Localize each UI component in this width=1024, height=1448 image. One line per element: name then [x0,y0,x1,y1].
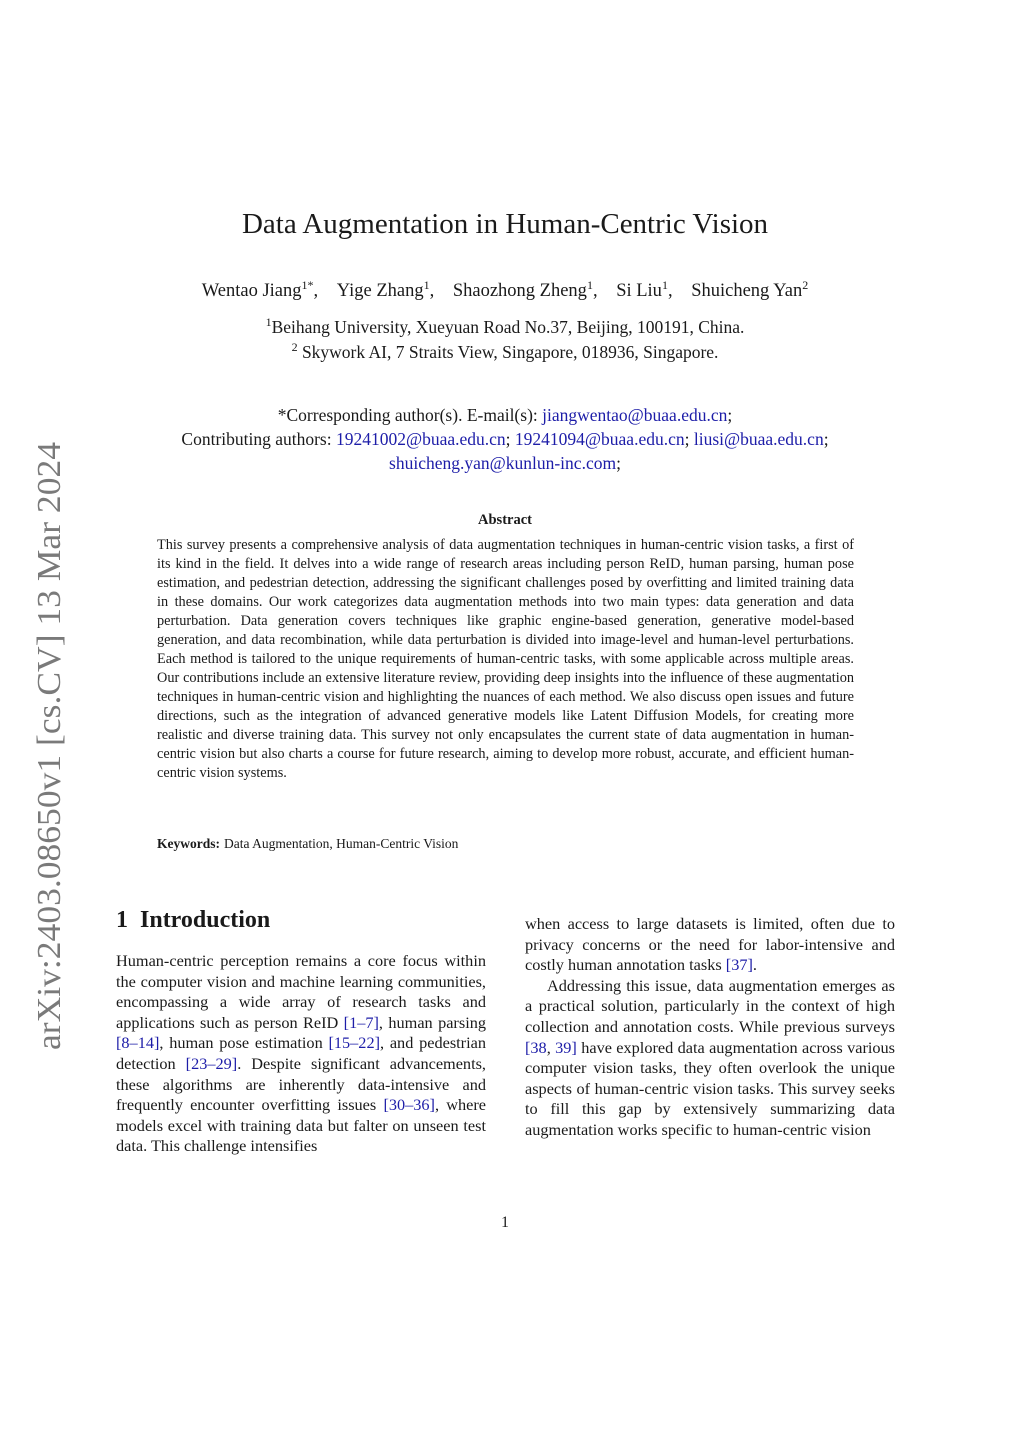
body-text: Addressing this issue, data augmentation emerges as a practical solution, particularly in the context of high collection and annotation costs. While previous surveys [525,975,895,1036]
affiliation-sup: 2 [291,340,298,354]
arxiv-stamp [10,440,80,1060]
body-text: , and pedestrian detection [116,1033,486,1073]
affiliation-text: Beihang University, Xueyuan Road No.37, Beijing, 100191, China. [271,316,745,337]
intro-right-column [525,914,895,1141]
paper-title: Data Augmentation in Human-Centric Vision [241,208,769,240]
contributing-authors-line-2: shuicheng.yan@kunlun-inc.com; [389,453,621,473]
correspondence-line: *Corresponding author(s). E-mail(s): jiangwentao@buaa.edu.cn; [277,405,733,425]
section-title: Introduction [140,907,271,933]
affiliation-sup: 1 [265,315,272,329]
arxiv-stamp-text: arXiv:2403.08650v1 [cs.CV] 13 Mar 2024 [31,468,68,1050]
body-text: . Despite significant advancements, these algorithms are inherently data-intensive and frequently encounter overfitting issues [116,1053,487,1115]
author-5 [691,278,809,302]
body-text: when access to large datasets is limited, often due to privacy concerns or the need for labor-intensive and costly human annotation tasks [525,914,895,975]
keywords-label: Keywords: [157,836,220,851]
abstract-heading: Abstract [478,512,532,528]
author-3: Shaozhong Zheng$^1$, [452,278,598,302]
author-1: Wentao Jiang$^{1*}$, [201,278,319,302]
body-text: , where models excel with training data but falter on unseen test data. This challenge intensifies [116,1095,487,1156]
body-text: have explored data augmentation across various computer vision tasks, they often overlook the unique aspects of human-centric vision tasks. This survey seeks to fill this gap by extensively summarizing data augmentation works specific to human-centric vision [525,1037,896,1139]
author-sup: 1 [661,278,668,292]
citation-link[interactable]: [15–22] [328,1033,381,1053]
correspondence-label: *Corresponding author(s). E-mail(s): [277,405,543,425]
author-4: Si Liu$^1$, [616,278,673,302]
citation-link[interactable]: [30–36] [383,1095,435,1115]
contrib-email-link-4[interactable]: shuicheng.yan@kunlun-inc.com [389,453,617,473]
keywords-text: Data Augmentation, Human-Centric Vision [224,836,459,851]
affiliation-1 [0,315,1010,338]
contributing-label: Contributing authors: [181,429,336,449]
author-name: Shuicheng Yan [691,281,803,302]
citation-link[interactable]: [8–14] [116,1033,160,1053]
citation-link[interactable]: 39] [555,1037,577,1057]
contrib-email-link-2[interactable]: 19241094@buaa.edu.cn [514,429,685,449]
affiliation-2 [0,340,1010,363]
body-text: Human-centric perception remains a core focus within the computer vision and machine learning communities, encompassing a wide array of research tasks and applications such as person ReID [116,951,486,1032]
body-text: , human parsing [378,1012,486,1032]
author-name: Wentao Jiang [201,281,302,302]
body-text: , human pose estimation [159,1033,329,1053]
section-heading-introduction [116,907,270,934]
contrib-email-link-1[interactable]: 19241002@buaa.edu.cn [335,429,506,449]
author-sup: 1* [301,278,314,292]
arxiv-stamp-svg [10,440,80,1060]
keywords [157,836,458,852]
author-sup: 2 [802,278,809,292]
author-name: Yige Zhang [336,281,424,302]
body-text: . [752,955,757,975]
intro-paragraph-3 [525,976,895,1141]
corresponding-email-link[interactable]: jiangwentao@buaa.edu.cn [542,405,728,425]
body-text: , [546,1037,556,1057]
citation-link[interactable]: [23–29] [185,1053,238,1073]
author-2: Yige Zhang$^1$, [336,278,435,302]
intro-paragraph-2 [525,914,895,976]
author-name: Shaozhong Zheng [452,281,587,302]
section-number: 1 [116,907,128,933]
abstract-text: This survey presents a comprehensive analysis of data augmentation techniques in human-centric vision tasks, a first of its kind in the field. It delves into a wide range of research areas including person ReID, human parsing, human pose estimation, and pedestrian detection, addressing the significant challenges posed by overfitting and limited training data in these domains. Our work categorizes data augmentation methods into two main types: data generation and data perturbation. Data generation covers techniques like graphic engine-based generation, generative model-based generation, and data recombination, while data perturbation is divided into image-level and human-level perturbations. Each method is tailored to the unique requirements of human-centric tasks, with some applicable across multiple areas. Our contributions include an extensive literature review, providing deep insights into the influence of these augmentation techniques in human-centric vision and highlighting the nuances of each method. We also discuss open issues and future directions, such as the integration of advanced generative models like Latent Diffusion Models, for creating more realistic and diverse training data. This survey not only encapsulates the current state of data augmentation in human-centric vision but also charts a course for future research, aiming to develop more robust, accurate, and efficient human-centric vision systems. [157,537,854,781]
contributing-authors-line: Contributing authors: 19241002@buaa.edu.cn; 19241094@buaa.edu.cn; liusi@buaa.edu.cn; [181,429,829,449]
contrib-email-link-3[interactable]: liusi@buaa.edu.cn [693,429,824,449]
author-sup: 1 [586,278,593,292]
author-sup: 1 [423,278,430,292]
page-number: 1 [501,1214,509,1231]
citation-link[interactable]: [38 [525,1037,547,1057]
intro-left-column [116,951,486,1157]
citation-link[interactable]: [37] [725,955,753,975]
intro-paragraph-1 [116,951,486,1157]
author-list [0,278,1010,302]
citation-link[interactable]: [1–7] [343,1012,379,1032]
author-name: Si Liu [616,281,662,302]
affiliation-text: Skywork AI, 7 Straits View, Singapore, 018936, Singapore. [297,341,719,362]
